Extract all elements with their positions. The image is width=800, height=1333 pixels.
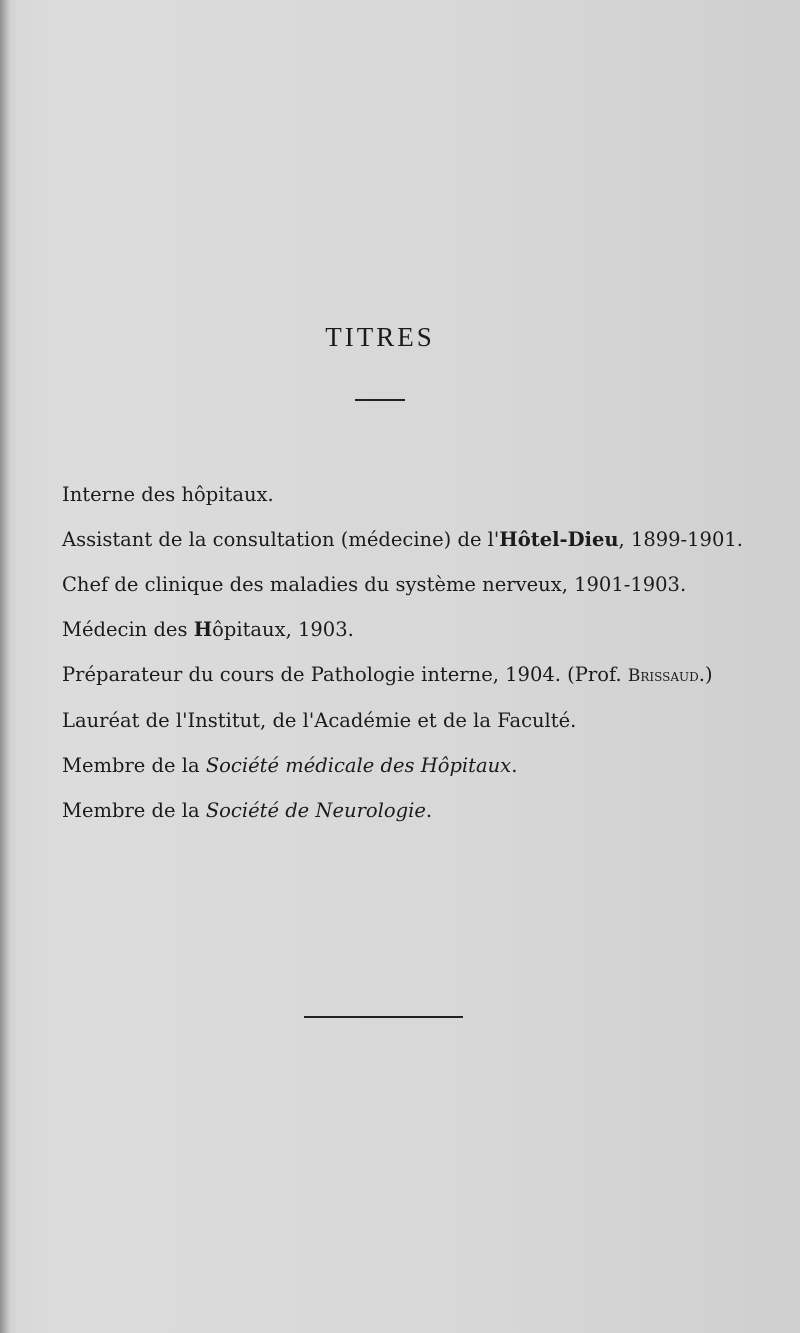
title-rule [355,399,405,401]
page-binding-edge [0,0,10,1333]
list-item: Assistant de la consultation (médecine) de l'Hôtel-Dieu, 1899-1901. [62,528,743,551]
closing-rule [304,1016,463,1018]
list-item: Membre de la Société médicale des Hôpitaux. [62,754,518,777]
list-item: Préparateur du cours de Pathologie interne, 1904. (Prof. Brissaud.) [62,663,713,686]
list-item: Lauréat de l'Institut, de l'Académie et de la Faculté. [62,709,577,732]
list-item: Membre de la Société de Neurologie. [62,799,433,822]
list-item: Médecin des Hôpitaux, 1903. [62,618,354,641]
list-item: Chef de clinique des maladies du système nerveux, 1901-1903. [62,573,687,596]
page-title: TITRES [325,322,435,352]
titles-list [62,482,743,843]
list-item: Interne des hôpitaux. [62,483,274,506]
